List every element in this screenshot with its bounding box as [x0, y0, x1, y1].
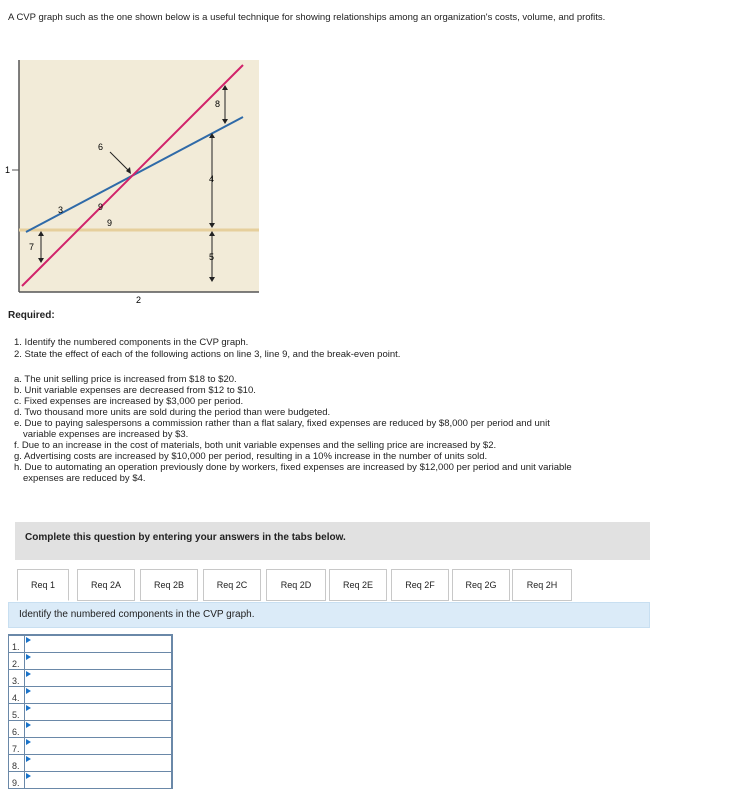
answer-dropdown-9[interactable]	[25, 772, 173, 789]
tab-req-2e[interactable]: Req 2E	[329, 569, 387, 601]
answer-dropdown-5[interactable]	[25, 704, 173, 721]
graph-label-9: 9	[98, 202, 104, 212]
graph-label-2: 2	[136, 295, 142, 305]
tab-req-2d[interactable]: Req 2D	[266, 569, 326, 601]
tab-panel-header: Identify the numbered components in the CVP graph.	[8, 602, 650, 628]
answer-row	[9, 738, 173, 755]
row-number: 9.	[9, 772, 25, 789]
answer-dropdown-4[interactable]	[25, 687, 173, 704]
required-label: Required:	[8, 310, 55, 321]
answer-row	[9, 670, 173, 687]
action-a: a. The unit selling price is increased from $18 to $20.	[14, 374, 237, 385]
answer-dropdown-1[interactable]	[25, 635, 173, 653]
action-f: f. Due to an increase in the cost of materials, both unit variable expenses and the selling price are increased by $2.	[14, 440, 497, 451]
instruction-2: 2. State the effect of each of the following actions on line 3, line 9, and the break-even point.	[14, 349, 401, 360]
row-number: 1.	[9, 635, 25, 653]
graph-label-9b: 9	[107, 218, 113, 228]
tab-req-2a[interactable]: Req 2A	[77, 569, 135, 601]
row-number: 2.	[9, 653, 25, 670]
tab-req-2c[interactable]: Req 2C	[203, 569, 261, 601]
graph-label-8: 8	[215, 99, 221, 109]
tab-req-2h[interactable]: Req 2H	[512, 569, 572, 601]
answer-row	[9, 772, 173, 789]
answer-dropdown-6[interactable]	[25, 721, 173, 738]
row-number: 3.	[9, 670, 25, 687]
instruction-1: 1. Identify the numbered components in the CVP graph.	[14, 337, 249, 348]
graph-label-4: 4	[209, 174, 215, 184]
row-number: 5.	[9, 704, 25, 721]
tab-bar	[15, 569, 650, 601]
graph-label-7: 7	[29, 242, 35, 252]
answer-dropdown-2[interactable]	[25, 653, 173, 670]
action-d: d. Two thousand more units are sold during the period than were budgeted.	[14, 407, 331, 418]
tab-req-2g[interactable]: Req 2G	[452, 569, 510, 601]
tab-req-1[interactable]: Req 1	[17, 569, 69, 601]
graph-label-5: 5	[209, 252, 215, 262]
action-b: b. Unit variable expenses are decreased from $12 to $10.	[14, 385, 256, 396]
row-number: 7.	[9, 738, 25, 755]
action-h: h. Due to automating an operation previously done by workers, fixed expenses are increased by $12,000 per period and unit variable expenses are reduced by $4.	[14, 462, 572, 484]
answer-dropdown-7[interactable]	[25, 738, 173, 755]
action-c: c. Fixed expenses are increased by $3,000 per period.	[14, 396, 244, 407]
complete-banner: Complete this question by entering your answers in the tabs below.	[15, 522, 650, 560]
answer-row	[9, 721, 173, 738]
graph-label-3: 3	[58, 205, 64, 215]
tab-req-2f[interactable]: Req 2F	[391, 569, 449, 601]
action-e: e. Due to paying salespersons a commission rather than a flat salary, fixed expenses are reduced by $8,000 per period and unit variable expenses are increased by $3.	[14, 418, 550, 440]
action-list	[14, 374, 726, 484]
row-number: 6.	[9, 721, 25, 738]
graph-background	[19, 60, 259, 292]
answer-dropdown-3[interactable]	[25, 670, 173, 687]
graph-label-1: 1	[5, 165, 11, 175]
answer-row	[9, 687, 173, 704]
row-number: 8.	[9, 755, 25, 772]
answer-row	[9, 755, 173, 772]
row-number: 4.	[9, 687, 25, 704]
graph-label-6: 6	[98, 142, 104, 152]
intro-text: A CVP graph such as the one shown below is a useful technique for showing relationships among an organization's costs, volume, and profits.	[8, 12, 606, 23]
action-g: g. Advertising costs are increased by $10,000 per period, resulting in a 10% increase in the number of units sold.	[14, 451, 488, 462]
answer-table	[8, 634, 173, 789]
cvp-graph	[0, 60, 262, 310]
answer-row	[9, 704, 173, 721]
answer-row	[9, 653, 173, 670]
instructions	[14, 337, 400, 361]
answer-dropdown-8[interactable]	[25, 755, 173, 772]
tab-req-2b[interactable]: Req 2B	[140, 569, 198, 601]
answer-row	[9, 635, 173, 653]
